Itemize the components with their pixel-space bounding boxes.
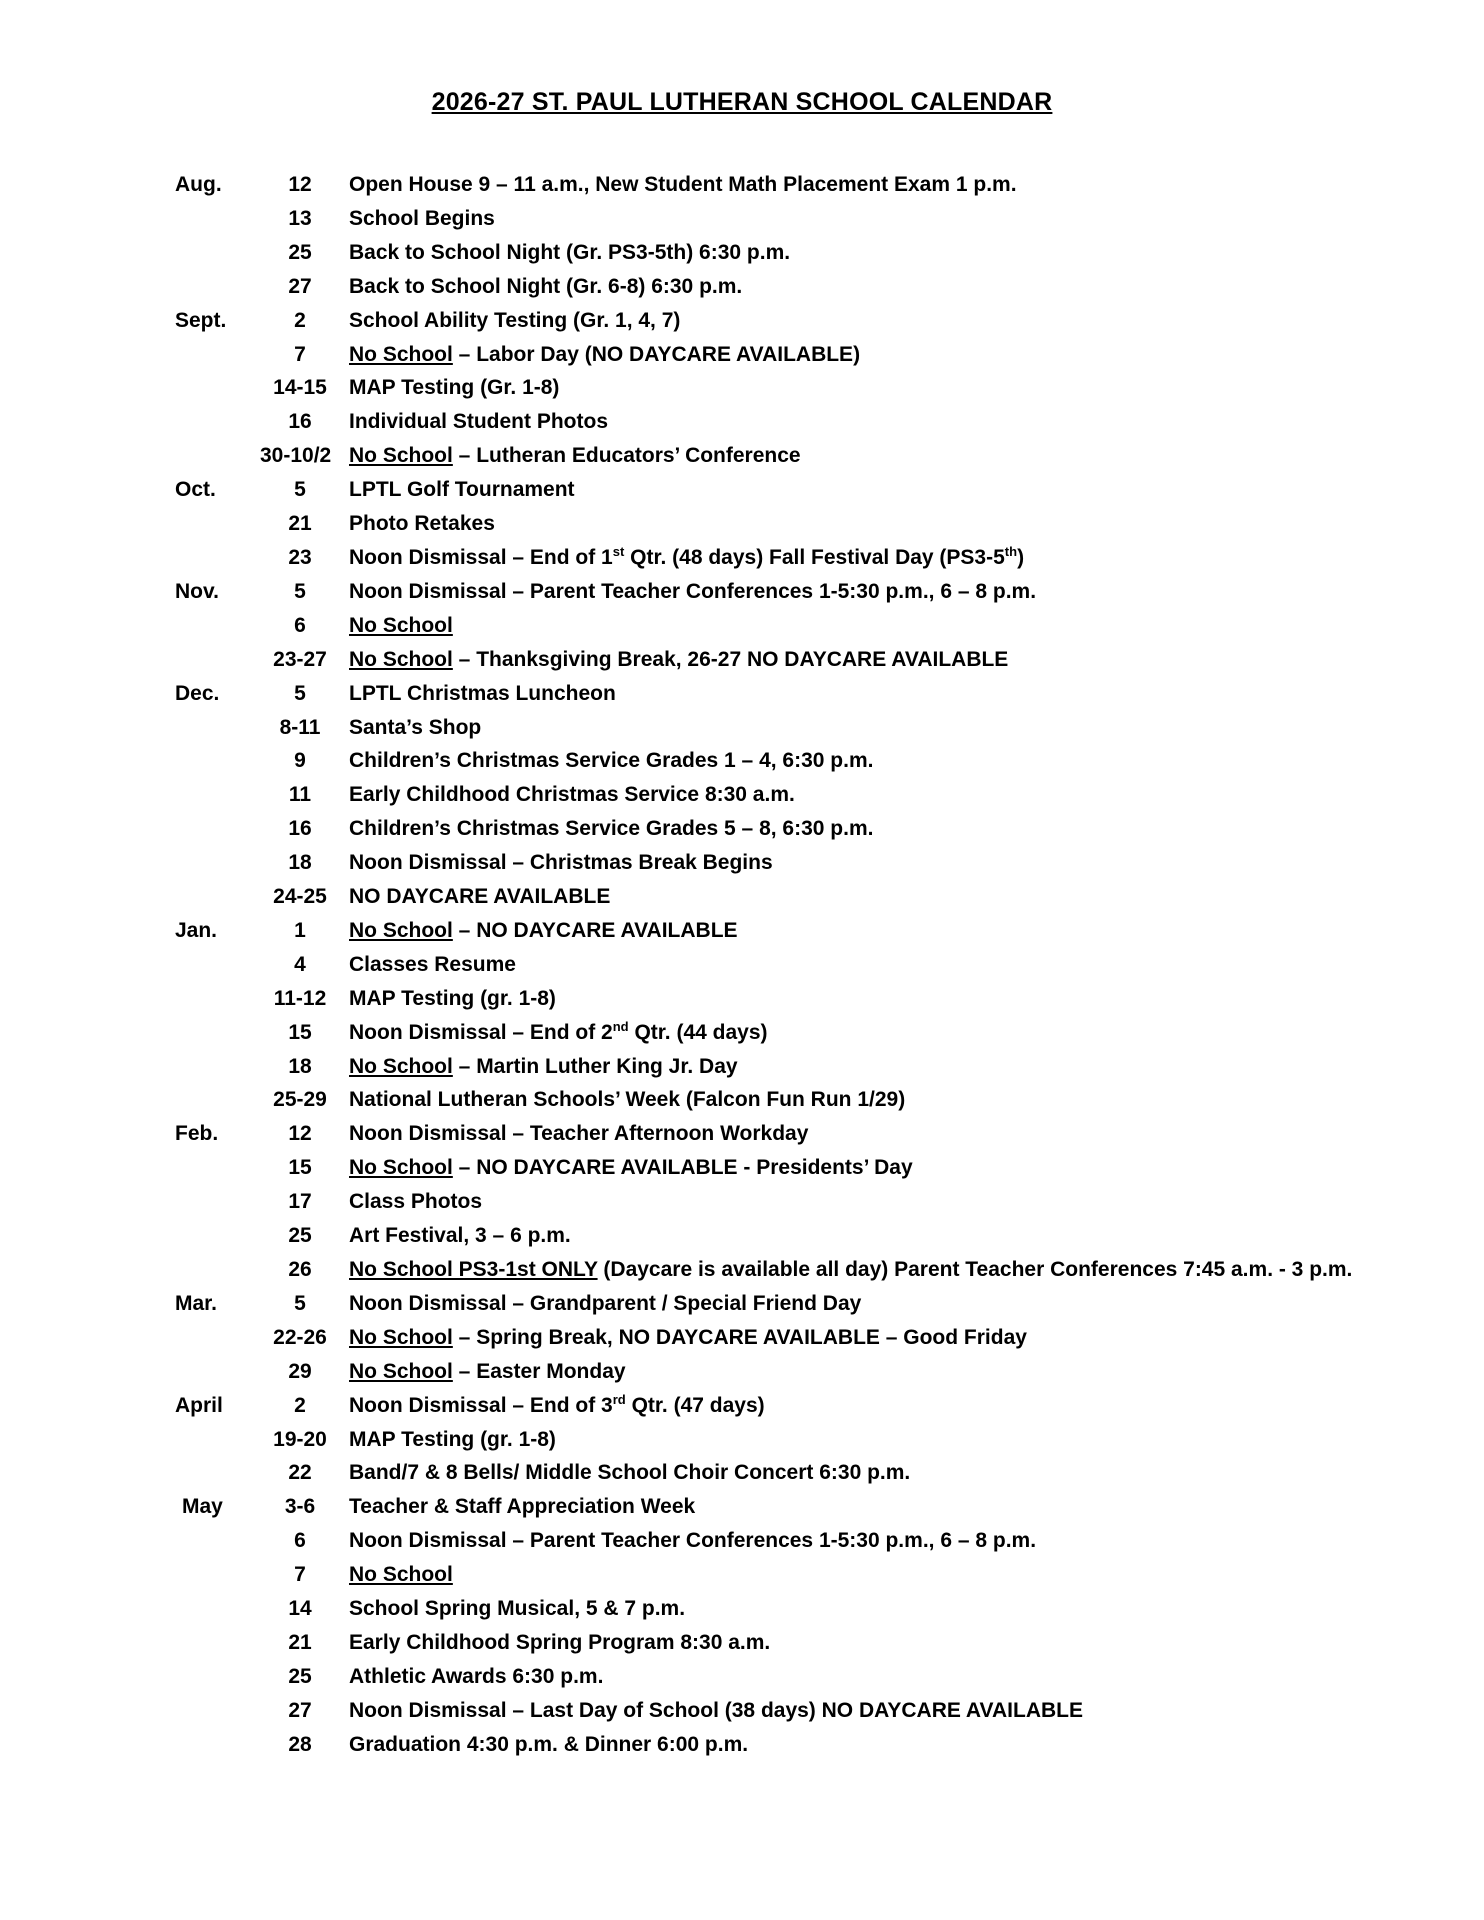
event-description xyxy=(349,270,742,304)
event-text: Classes Resume xyxy=(349,952,516,976)
event-date: 4 xyxy=(294,952,306,976)
event-description xyxy=(349,1253,1352,1287)
calendar-row xyxy=(0,1253,1484,1287)
month-label: April xyxy=(175,1393,223,1417)
event-text: – Labor Day (NO DAYCARE AVAILABLE) xyxy=(452,342,861,366)
event-description xyxy=(349,1694,1083,1728)
event-date: 6 xyxy=(294,613,306,637)
calendar-row xyxy=(0,236,1484,270)
event-description xyxy=(349,439,801,473)
calendar-row xyxy=(0,338,1484,372)
event-description xyxy=(349,304,680,338)
event-description xyxy=(349,812,873,846)
event-date: 27 xyxy=(288,1698,312,1722)
event-date: 12 xyxy=(288,1122,312,1146)
event-date: 2 xyxy=(294,1393,306,1417)
event-text: Noon Dismissal – Last Day of School (38 days) NO DAYCARE AVAILABLE xyxy=(349,1698,1083,1722)
event-text: Open House 9 – 11 a.m., New Student Math Placement Exam 1 p.m. xyxy=(349,173,1017,196)
event-text: LPTL Golf Tournament xyxy=(349,478,575,502)
event-description xyxy=(349,541,1024,575)
calendar-row xyxy=(0,371,1484,405)
calendar-row xyxy=(0,1592,1484,1626)
event-date: 25 xyxy=(288,240,312,264)
event-date: 23-27 xyxy=(273,647,327,671)
event-date: 30-10/2 xyxy=(260,444,332,468)
event-description xyxy=(349,1626,770,1660)
event-description xyxy=(349,1117,808,1151)
event-text: Back to School Night (Gr. 6-8) 6:30 p.m. xyxy=(349,274,743,298)
event-text: Noon Dismissal – Parent Teacher Conferences 1-5:30 p.m., 6 – 8 p.m. xyxy=(349,579,1037,603)
event-description xyxy=(349,202,495,236)
event-date: 22 xyxy=(288,1461,312,1485)
calendar-row xyxy=(0,1321,1484,1355)
calendar-row xyxy=(0,168,1484,202)
event-date: 24-25 xyxy=(273,885,327,909)
calendar-row xyxy=(0,1728,1484,1762)
no-school-label: No School xyxy=(349,1325,453,1349)
calendar-row xyxy=(0,812,1484,846)
event-description xyxy=(349,1558,453,1592)
event-text: School Spring Musical, 5 & 7 p.m. xyxy=(349,1597,686,1621)
event-date: 13 xyxy=(288,206,312,230)
event-description xyxy=(349,1524,1036,1558)
event-date: 16 xyxy=(288,817,312,841)
month-label: Mar. xyxy=(175,1291,218,1315)
event-text: MAP Testing (gr. 1-8) xyxy=(349,986,556,1010)
event-description xyxy=(349,948,516,982)
ordinal-suffix: nd xyxy=(612,1018,629,1034)
event-text: Noon Dismissal – Grandparent / Special Friend Day xyxy=(349,1291,862,1315)
event-text: National Lutheran Schools’ Week (Falcon Fun Run 1/29) xyxy=(349,1088,906,1112)
no-school-label: No School xyxy=(349,647,453,671)
ordinal-suffix: th xyxy=(1004,543,1018,559)
event-date: 27 xyxy=(288,274,312,298)
no-school-label: No School xyxy=(349,918,453,942)
event-description xyxy=(349,338,860,372)
event-text: – Easter Monday xyxy=(452,1359,626,1383)
event-text: (Daycare is available all day) Parent Teacher Conferences 7:45 a.m. - 3 p.m. xyxy=(597,1258,1353,1281)
event-text: Children’s Christmas Service Grades 5 – 8, 6:30 p.m. xyxy=(349,817,874,841)
calendar-row xyxy=(0,609,1484,643)
event-description xyxy=(349,846,773,880)
event-text: MAP Testing (gr. 1-8) xyxy=(349,1427,556,1451)
event-text: Qtr. (47 days) xyxy=(625,1393,765,1417)
no-school-label: No School xyxy=(349,613,453,637)
event-date: 19-20 xyxy=(273,1427,327,1451)
event-date: 5 xyxy=(294,579,306,603)
calendar-row xyxy=(0,1355,1484,1389)
event-text: Noon Dismissal – Christmas Break Begins xyxy=(349,851,773,875)
event-date: 21 xyxy=(288,1630,312,1654)
calendar-row xyxy=(0,1151,1484,1185)
event-text: School Begins xyxy=(349,206,495,230)
calendar-row xyxy=(0,982,1484,1016)
event-date: 1 xyxy=(294,918,306,942)
event-description xyxy=(349,1389,765,1423)
event-date: 23 xyxy=(288,545,312,569)
event-text: Art Festival, 3 – 6 p.m. xyxy=(349,1224,571,1248)
event-date: 25-29 xyxy=(273,1088,327,1112)
ordinal-suffix: st xyxy=(612,543,625,559)
event-text: Band/7 & 8 Bells/ Middle School Choir Concert 6:30 p.m. xyxy=(349,1461,911,1485)
event-description xyxy=(349,371,559,405)
event-date: 11-12 xyxy=(273,986,327,1010)
calendar-row xyxy=(0,1694,1484,1728)
calendar-row xyxy=(0,1287,1484,1321)
event-date: 25 xyxy=(288,1224,312,1248)
calendar-row xyxy=(0,677,1484,711)
event-text: – Lutheran Educators’ Conference xyxy=(452,444,801,468)
calendar-row xyxy=(0,1456,1484,1490)
no-school-label: No School xyxy=(349,342,453,366)
event-description xyxy=(349,1355,626,1389)
event-description xyxy=(349,507,495,541)
event-date: 8-11 xyxy=(279,715,321,739)
event-date: 9 xyxy=(294,749,306,773)
calendar-row xyxy=(0,304,1484,338)
calendar-row xyxy=(0,643,1484,677)
calendar-row xyxy=(0,1185,1484,1219)
event-text: Qtr. (48 days) Fall Festival Day (PS3-5 xyxy=(624,545,1005,569)
event-description xyxy=(349,1016,768,1050)
calendar-row xyxy=(0,778,1484,812)
event-description xyxy=(349,1050,738,1084)
event-description xyxy=(349,1592,685,1626)
page-title: 2026-27 ST. PAUL LUTHERAN SCHOOL CALENDAR xyxy=(431,88,1053,116)
event-description xyxy=(349,1151,913,1185)
event-date: 22-26 xyxy=(273,1325,327,1349)
event-date: 18 xyxy=(288,1054,312,1078)
calendar-row xyxy=(0,711,1484,745)
month-label: Oct. xyxy=(175,478,216,502)
event-description xyxy=(349,1456,910,1490)
event-text: Early Childhood Christmas Service 8:30 a.m. xyxy=(349,783,795,807)
calendar-row xyxy=(0,846,1484,880)
event-text: Noon Dismissal – Teacher Afternoon Workday xyxy=(349,1122,809,1146)
no-school-label: No School xyxy=(349,1054,453,1078)
event-text: Early Childhood Spring Program 8:30 a.m. xyxy=(349,1630,771,1654)
calendar-row xyxy=(0,1083,1484,1117)
calendar-row xyxy=(0,202,1484,236)
event-date: 17 xyxy=(288,1190,312,1214)
calendar-row xyxy=(0,507,1484,541)
event-description xyxy=(349,168,1017,202)
calendar-row xyxy=(0,575,1484,609)
event-date: 14-15 xyxy=(273,376,327,400)
event-text: ) xyxy=(1017,545,1025,569)
month-label: Dec. xyxy=(175,681,220,705)
event-description xyxy=(349,677,616,711)
event-description xyxy=(349,880,610,914)
event-text: Noon Dismissal – End of 3 xyxy=(349,1393,613,1417)
event-text: School Ability Testing (Gr. 1, 4, 7) xyxy=(349,308,681,332)
calendar-row xyxy=(0,270,1484,304)
event-date: 2 xyxy=(294,308,306,332)
calendar-row xyxy=(0,439,1484,473)
event-description xyxy=(349,575,1036,609)
no-school-label: No School xyxy=(349,1156,453,1180)
event-date: 12 xyxy=(288,173,312,196)
calendar-row xyxy=(0,914,1484,948)
calendar-row xyxy=(0,1626,1484,1660)
calendar-row xyxy=(0,541,1484,575)
calendar-row xyxy=(0,880,1484,914)
event-text: Back to School Night (Gr. PS3-5th) 6:30 p.m. xyxy=(349,240,791,264)
event-description xyxy=(349,744,873,778)
no-school-label: No School PS3-1st ONLY xyxy=(349,1258,598,1281)
event-text: – Spring Break, NO DAYCARE AVAILABLE – Good Friday xyxy=(452,1325,1027,1349)
calendar-row xyxy=(0,1219,1484,1253)
event-description xyxy=(349,236,790,270)
event-text: MAP Testing (Gr. 1-8) xyxy=(349,376,560,400)
calendar-row xyxy=(0,1016,1484,1050)
event-text: Santa’s Shop xyxy=(349,715,482,739)
event-description xyxy=(349,711,481,745)
event-text: – Martin Luther King Jr. Day xyxy=(452,1054,738,1078)
month-label: May xyxy=(182,1495,223,1519)
calendar-row xyxy=(0,405,1484,439)
month-label: Aug. xyxy=(175,173,222,196)
event-date: 15 xyxy=(288,1020,312,1044)
calendar-list xyxy=(0,168,1484,1762)
no-school-label: No School xyxy=(349,1359,453,1383)
event-text: Noon Dismissal – Parent Teacher Conferences 1-5:30 p.m., 6 – 8 p.m. xyxy=(349,1529,1037,1553)
event-text: – NO DAYCARE AVAILABLE - Presidents’ Day xyxy=(452,1156,913,1180)
no-school-label: No School xyxy=(349,444,453,468)
calendar-row xyxy=(0,744,1484,778)
event-date: 14 xyxy=(288,1597,312,1621)
event-date: 6 xyxy=(294,1529,306,1553)
event-description xyxy=(349,1728,748,1762)
event-description xyxy=(349,643,1008,677)
calendar-row xyxy=(0,1558,1484,1592)
calendar-row xyxy=(0,1524,1484,1558)
event-text: LPTL Christmas Luncheon xyxy=(349,681,616,705)
event-description xyxy=(349,609,453,643)
event-description xyxy=(349,914,738,948)
calendar-row xyxy=(0,1389,1484,1423)
event-date: 25 xyxy=(288,1664,312,1688)
event-date: 15 xyxy=(288,1156,312,1180)
month-label: Sept. xyxy=(175,308,227,332)
event-date: 29 xyxy=(288,1359,312,1383)
event-text: Individual Student Photos xyxy=(349,410,608,434)
month-label: Nov. xyxy=(175,579,219,603)
event-date: 5 xyxy=(294,681,306,705)
month-label: Feb. xyxy=(175,1122,219,1146)
event-text: – NO DAYCARE AVAILABLE xyxy=(452,918,738,942)
event-date: 18 xyxy=(288,851,312,875)
calendar-row xyxy=(0,473,1484,507)
event-date: 3-6 xyxy=(284,1495,316,1519)
event-description xyxy=(349,982,556,1016)
event-text: Noon Dismissal – End of 2 xyxy=(349,1020,613,1044)
event-date: 26 xyxy=(288,1258,312,1281)
calendar-row xyxy=(0,1660,1484,1694)
event-date: 21 xyxy=(288,512,312,536)
calendar-row xyxy=(0,948,1484,982)
calendar-row xyxy=(0,1423,1484,1457)
event-date: 11 xyxy=(288,783,312,807)
event-description xyxy=(349,1287,861,1321)
event-description xyxy=(349,1083,905,1117)
event-date: 7 xyxy=(294,1563,306,1587)
calendar-row xyxy=(0,1490,1484,1524)
event-date: 5 xyxy=(294,1291,306,1315)
event-description xyxy=(349,1185,482,1219)
ordinal-suffix: rd xyxy=(612,1391,626,1407)
event-description xyxy=(349,405,608,439)
event-description xyxy=(349,1321,1027,1355)
event-date: 5 xyxy=(294,478,306,502)
event-description xyxy=(349,1490,695,1524)
event-text: Teacher & Staff Appreciation Week xyxy=(349,1495,696,1519)
event-text: – Thanksgiving Break, 26-27 NO DAYCARE AVAILABLE xyxy=(452,647,1009,671)
month-label: Jan. xyxy=(175,918,218,942)
event-description xyxy=(349,1660,603,1694)
event-date: 16 xyxy=(288,410,312,434)
event-text: NO DAYCARE AVAILABLE xyxy=(349,885,611,909)
event-description xyxy=(349,1423,556,1457)
calendar-row xyxy=(0,1117,1484,1151)
event-date: 7 xyxy=(294,342,306,366)
event-text: Graduation 4:30 p.m. & Dinner 6:00 p.m. xyxy=(349,1732,749,1756)
event-text: Photo Retakes xyxy=(349,512,495,536)
event-text: Class Photos xyxy=(349,1190,483,1214)
event-text: Athletic Awards 6:30 p.m. xyxy=(349,1664,604,1688)
event-text: Qtr. (44 days) xyxy=(628,1020,768,1044)
no-school-label: No School xyxy=(349,1563,453,1587)
calendar-row xyxy=(0,1050,1484,1084)
event-description xyxy=(349,1219,571,1253)
event-description xyxy=(349,473,575,507)
event-text: Children’s Christmas Service Grades 1 – 4, 6:30 p.m. xyxy=(349,749,874,773)
event-description xyxy=(349,778,795,812)
event-text: Noon Dismissal – End of 1 xyxy=(349,545,613,569)
event-date: 28 xyxy=(288,1732,312,1756)
